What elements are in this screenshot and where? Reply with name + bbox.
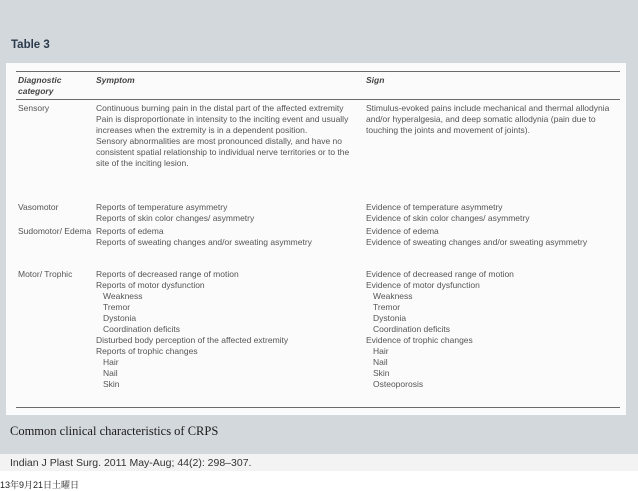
sign-subitem: Nail — [373, 357, 388, 367]
slide-title: Table 3 — [11, 39, 50, 51]
sign-subitem: Skin — [373, 368, 390, 378]
table-header-rule — [16, 99, 620, 100]
crps-characteristics-table — [16, 71, 620, 409]
sign-item: Evidence of trophic changes — [366, 335, 473, 345]
symptom-subitem: Dystonia — [103, 313, 137, 323]
symptom-item: Pain is disproportionate in intensity to the inciting event and usually increases when the extremity is in a dependent position. — [96, 114, 349, 135]
symptom-item: Reports of trophic changes — [96, 346, 198, 356]
sign-subitem: Coordination deficits — [373, 324, 451, 334]
sign-item: Evidence of temperature asymmetry — [366, 202, 503, 212]
header-symptom: Symptom — [96, 75, 135, 85]
table-bottom-rule — [16, 407, 620, 408]
motor-symptoms — [96, 269, 358, 390]
symptom-item: Reports of edema — [96, 226, 164, 236]
symptom-item: Reports of temperature asymmetry — [96, 202, 228, 212]
row-category-vasomotor: Vasomotor — [18, 202, 59, 212]
sign-item: Evidence of motor dysfunction — [366, 280, 480, 290]
header-sign: Sign — [366, 75, 385, 85]
symptom-item: Reports of decreased range of motion — [96, 269, 239, 279]
table-caption: Common clinical characteristics of CRPS — [10, 424, 219, 438]
row-category-sudomotor-edema: Sudomotor/ Edema — [18, 226, 92, 236]
sign-subitem: Hair — [373, 346, 389, 356]
sign-subitem: Tremor — [373, 302, 401, 312]
vasomotor-symptoms — [96, 202, 358, 224]
symptom-subitem: Skin — [103, 379, 120, 389]
symptom-subitem: Hair — [103, 357, 119, 367]
citation-text: Indian J Plast Surg. 2011 May-Aug; 44(2): 298–307. — [10, 457, 252, 469]
symptom-subitem: Weakness — [103, 291, 143, 301]
sensory-signs — [366, 103, 620, 136]
date-stamp: 13年9月21日土曜日 — [0, 480, 80, 490]
sign-item: Evidence of edema — [366, 226, 439, 236]
symptom-item: Reports of motor dysfunction — [96, 280, 205, 290]
sign-subitem: Weakness — [373, 291, 413, 301]
sign-subitem: Osteoporosis — [373, 379, 424, 389]
symptom-subitem: Nail — [103, 368, 118, 378]
top-bar — [0, 0, 638, 20]
sign-item: Evidence of sweating changes and/or sweating asymmetry — [366, 237, 588, 247]
symptom-item: Reports of sweating changes and/or sweating asymmetry — [96, 237, 312, 247]
sensory-symptoms — [96, 103, 358, 169]
sign-item: Evidence of decreased range of motion — [366, 269, 514, 279]
motor-signs — [366, 269, 620, 390]
header-diagnostic-category: Diagnostic category — [18, 75, 62, 96]
sign-item: Stimulus-evoked pains include mechanical and thermal allodynia and/or hyperalgesia, and deep somatic allodynia (pain due to touching the joints and movement of joints). — [366, 103, 610, 135]
sign-subitem: Dystonia — [373, 313, 407, 323]
symptom-item: Disturbed body perception of the affected extremity — [96, 335, 289, 345]
symptom-item: Continuous burning pain in the distal part of the affected extremity — [96, 103, 344, 113]
sudomotor-symptoms — [96, 226, 358, 248]
symptom-item: Reports of skin color changes/ asymmetry — [96, 213, 255, 223]
row-category-motor-trophic: Motor/ Trophic — [18, 269, 73, 279]
row-category-sensory: Sensory — [18, 103, 50, 113]
sudomotor-signs — [366, 226, 620, 248]
symptom-subitem: Tremor — [103, 302, 131, 312]
symptom-subitem: Coordination deficits — [103, 324, 181, 334]
symptom-item: Sensory abnormalities are most pronounced distally, and have no consistent spatial relationship to individual nerve territories or to the site of the inciting lesion. — [96, 136, 350, 168]
table-top-rule — [16, 71, 620, 72]
table-image-panel — [6, 63, 626, 415]
vasomotor-signs — [366, 202, 620, 224]
sign-item: Evidence of skin color changes/ asymmetry — [366, 213, 530, 223]
